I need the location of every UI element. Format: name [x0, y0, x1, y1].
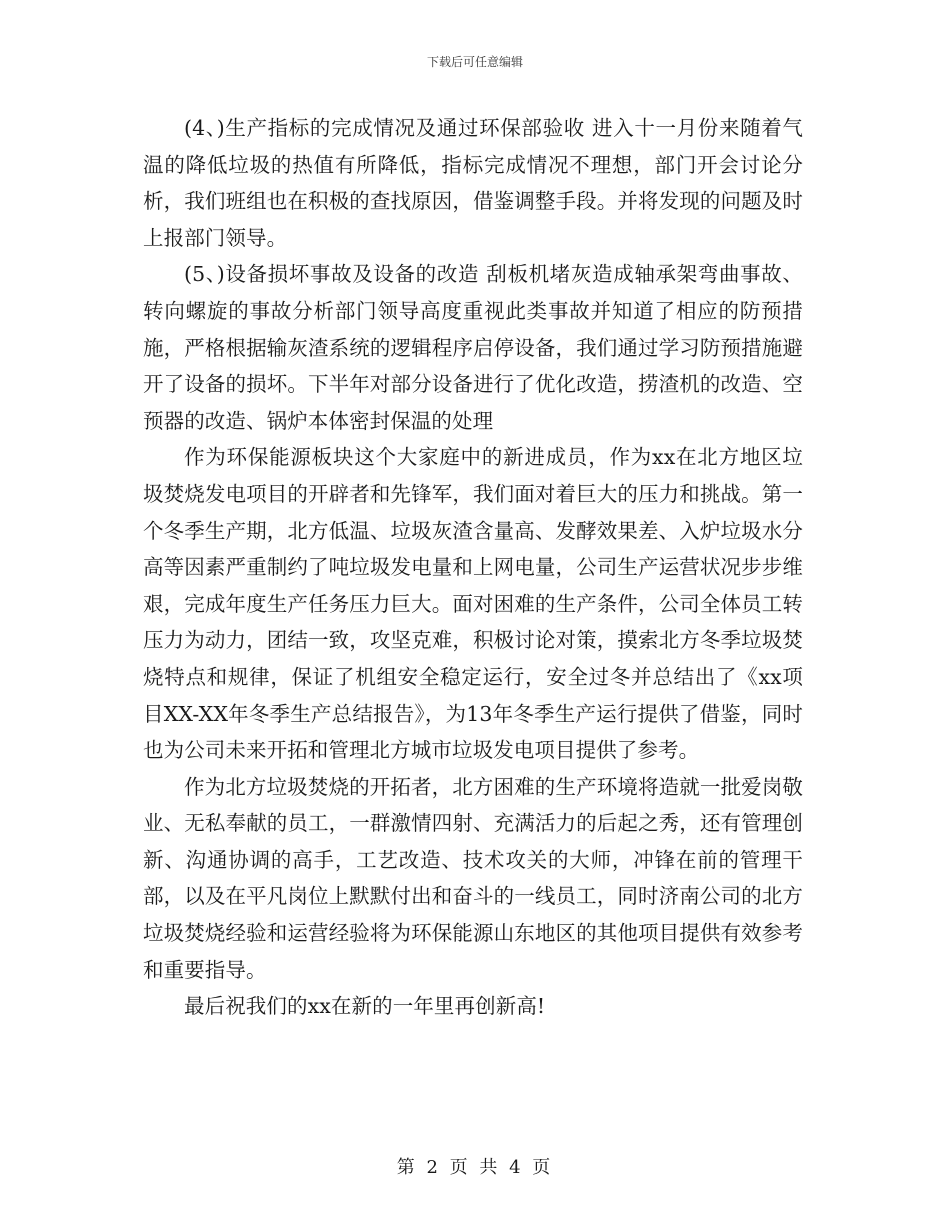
document-body [143, 110, 803, 1025]
paragraph-pioneer: 作为北方垃圾焚烧的开拓者，北方困难的生产环境将造就一批爱岗敬业、无私奉献的员工，一群激情四射、充满活力的后起之秀，还有管理创新、沟通协调的高手，工艺改造、技术攻关的大师，冲锋在前的管理干部，以及在平凡岗位上默默付出和奋斗的一线员工，同时济南公司的北方垃圾焚烧经验和运营经验将为环保能源山东地区的其他项目提供有效参考和重要指导。 [143, 774, 803, 982]
page-number-footer: 第 2 页 共 4 页 [396, 1157, 554, 1178]
page-header: 下载后可任意编辑 [426, 55, 523, 69]
paragraph-production-indicators: (4、)生产指标的完成情况及通过环保部验收 进入十一月份来随着气温的降低垃圾的热值有所降低，指标完成情况不理想，部门开会讨论分析，我们班组也在积极的查找原因，借鉴调整手段。并将发现的问题及时上报部门领导。 [143, 116, 803, 250]
paragraph-equipment-damage: (5、)设备损坏事故及设备的改造 刮板机堵灰造成轴承架弯曲事故、转向螺旋的事故分析部门领导高度重视此类事故并知道了相应的防预措施，严格根据输灰渣系统的逻辑程序启停设备，我们通过学习防预措施避开了设备的损坏。下半年对部分设备进行了优化改造，捞渣机的改造、空预器的改造、锅炉本体密封保温的处理 [143, 262, 803, 433]
paragraph-new-member: 作为环保能源板块这个大家庭中的新进成员，作为xx在北方地区垃圾焚烧发电项目的开辟者和先锋军，我们面对着巨大的压力和挑战。第一个冬季生产期，北方低温、垃圾灰渣含量高、发酵效果差、入炉垃圾水分高等因素严重制约了吨垃圾发电量和上网电量，公司生产运营状况步步维艰，完成年度生产任务压力巨大。面对困难的生产条件，公司全体员工转压力为动力，团结一致，攻坚克难，积极讨论对策，摸索北方冬季垃圾焚烧特点和规律，保证了机组安全稳定运行，安全过冬并总结出了《xx项目XX-XX年冬季生产总结报告》，为13年冬季生产运行提供了借鉴，同时也为公司未来开拓和管理北方城市垃圾发电项目提供了参考。 [143, 445, 803, 763]
paragraph-closing-wish: 最后祝我们的xx在新的一年里再创新高! [184, 994, 546, 1019]
